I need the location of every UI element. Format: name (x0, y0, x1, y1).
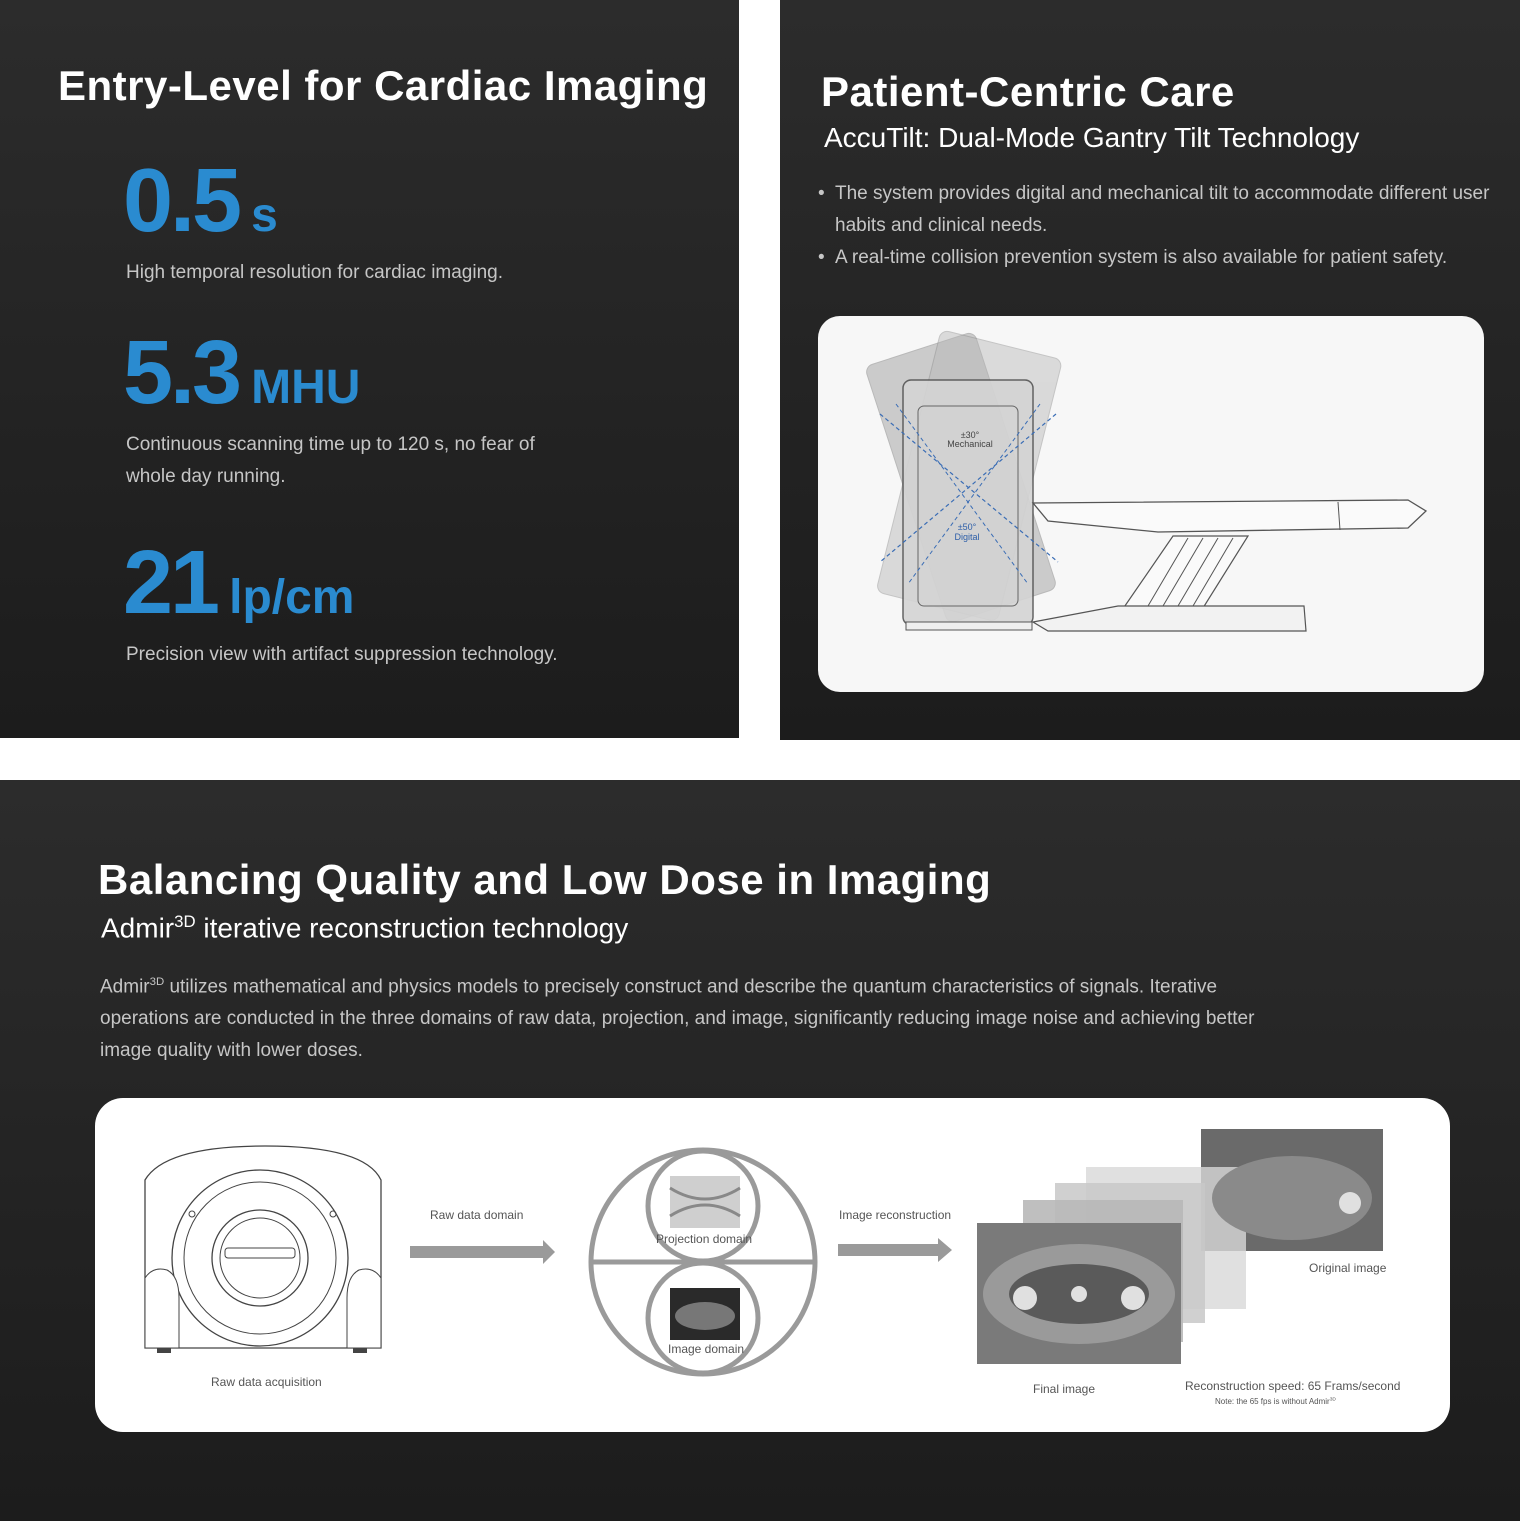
reconstruction-flow-card (95, 1098, 1450, 1432)
stat-temporal-resolution (123, 150, 278, 253)
stat-unit: lp/cm (229, 571, 355, 624)
stat-unit: s (251, 189, 278, 242)
arrow-right-icon (838, 1238, 952, 1262)
quality-title: Balancing Quality and Low Dose in Imaging (98, 856, 992, 903)
admir-sup: 3D (149, 976, 165, 988)
stat-value: 5.3 (123, 323, 240, 423)
admir-sup: 3D (174, 912, 196, 931)
patient-title: Patient-Centric Care (821, 68, 1235, 115)
projection-sinogram (670, 1176, 740, 1228)
image-reconstruction-label: Image reconstruction (839, 1208, 952, 1222)
quality-description (100, 966, 1300, 1067)
gantry-tilt-diagram-card (818, 316, 1484, 692)
speed-note (1215, 1397, 1336, 1406)
patient-subtitle: AccuTilt: Dual-Mode Gantry Tilt Technology (824, 122, 1360, 153)
stat-description: Continuous scanning time up to 120 s, no fear of whole day running. (126, 434, 535, 487)
cardiac-title: Entry-Level for Cardiac Imaging (58, 62, 709, 109)
mechanical-label: Mechanical (947, 439, 993, 449)
stat-heat-capacity (123, 322, 360, 425)
digital-label: Digital (954, 532, 980, 542)
gantry-tilt-illustration (818, 316, 1484, 692)
quality-subtitle (101, 912, 628, 944)
digital-angle-label: ±50° (957, 522, 977, 532)
image-domain-label: Image domain (668, 1342, 745, 1356)
stat-description: High temporal resolution for cardiac imaging. (126, 262, 504, 283)
patient-bullet-list (818, 178, 1508, 274)
raw-data-acquisition-label: Raw data acquisition (211, 1375, 322, 1389)
stat-description: Precision view with artifact suppression technology. (126, 644, 558, 665)
bullet-item: • A real-time collision prevention system is also available for patient safety. (818, 242, 1508, 274)
cardiac-panel (0, 0, 739, 738)
note-sup: 3D (1329, 1397, 1336, 1403)
projection-domain-label: Projection domain (656, 1232, 753, 1246)
stat-value: 21 (123, 533, 218, 633)
admir-name: Admir (100, 976, 150, 998)
original-image-label: Original image (1309, 1261, 1387, 1275)
reconstruction-speed-label: Reconstruction speed: 65 Frams/second (1185, 1379, 1401, 1393)
note-text: Note: the 65 fps is without Admir (1215, 1397, 1330, 1406)
final-image-label: Final image (1033, 1382, 1096, 1396)
description-text: utilizes mathematical and physics models to precisely construct and describe the quantum characteristics of signals. Iterative operations are conducted in the three domains of raw data, projection, and image, significantly reducing image noise and achieving better image quality with lower doses. (100, 976, 1255, 1062)
stat-unit: MHU (251, 361, 361, 414)
stat-value: 0.5 (123, 151, 240, 251)
stat-spatial-resolution (123, 532, 354, 635)
arrow-right-icon (410, 1240, 555, 1264)
bullet-item: • The system provides digital and mechanical tilt to accommodate different user habits and clinical needs. (818, 178, 1508, 242)
subtitle-suffix: iterative reconstruction technology (195, 912, 629, 944)
ct-scanner-icon (145, 1146, 381, 1353)
mechanical-angle-label: ±30° (960, 430, 980, 440)
admir-name: Admir (101, 912, 175, 944)
raw-data-domain-label: Raw data domain (430, 1208, 524, 1222)
image-stack (977, 1129, 1383, 1364)
